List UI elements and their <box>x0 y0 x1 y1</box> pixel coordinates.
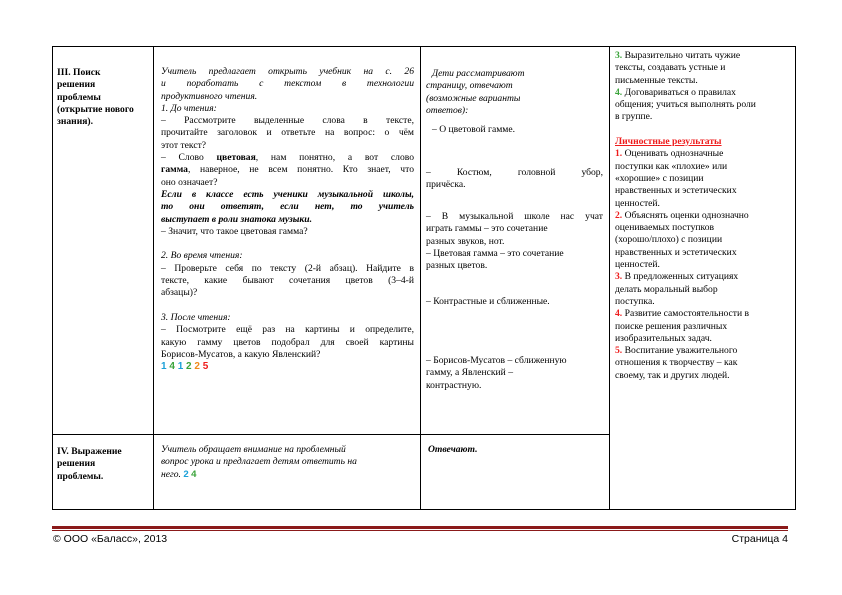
item-text: оцениваемых поступков <box>615 222 715 234</box>
item-text: нравственных и эстетических <box>615 246 737 258</box>
answer-line: – Борисов-Мусатов – сближенную <box>426 355 567 366</box>
teacher-intro-line: продуктивного чтения. <box>161 90 258 102</box>
uud-codes <box>161 361 414 373</box>
teacher-text-line: оно означает? <box>161 176 218 188</box>
item-number: 5. <box>615 345 623 357</box>
uud-code: 5 <box>202 361 209 373</box>
uud-item <box>615 50 791 62</box>
blank-line <box>161 300 414 312</box>
col-divider-3 <box>609 46 610 510</box>
stage-line: решения <box>57 79 96 91</box>
teacher-intro-line: Учитель предлагает открыть учебник на с. 26 <box>161 66 414 77</box>
item-number: 4. <box>615 308 623 320</box>
item-number: 3. <box>615 50 623 61</box>
teacher-intro-line: и поработать с текстом в технологии <box>161 78 414 90</box>
student-answer <box>426 355 603 392</box>
uud-item <box>615 345 791 357</box>
students-cell-iii <box>426 68 603 117</box>
personal-results-heading: Личностные результаты <box>615 136 722 148</box>
uud-code: 2 <box>186 361 192 373</box>
uud-item <box>615 308 791 320</box>
teacher-note-line: выступает в роли знатока музыки. <box>161 213 313 225</box>
teacher-text-line: прочитайте заголовок и ответьте на вопрос: о чём <box>161 127 414 139</box>
table-top-border <box>52 46 796 47</box>
footer-rule-thick <box>52 526 788 529</box>
table-right-border <box>795 46 796 510</box>
stage-line: решения <box>57 458 96 470</box>
item-text: изобразительных задач. <box>615 332 712 344</box>
students-intro-line: страницу, отвечают <box>426 80 513 92</box>
teacher-text-line: Борисов-Мусатов, а какую Явленский? <box>161 348 321 360</box>
teacher-cell-iii <box>161 66 414 373</box>
student-answer <box>426 296 603 308</box>
footer-page-number: Страница 4 <box>731 533 788 545</box>
teacher-text-line: – Рассмотрите выделенные слова в тексте, <box>161 115 414 127</box>
stage-line: (открытие нового <box>57 103 134 115</box>
teacher-text-line: абзацы)? <box>161 287 198 299</box>
item-text: тексты, создавать устные и <box>615 62 726 74</box>
item-text: отношения к творчеству – как <box>615 357 738 369</box>
teacher-text-line: какую гамму цветов подобрал для своей картины <box>161 336 414 348</box>
answer-line: – Цветовая гамма – это сочетание <box>426 247 564 259</box>
during-reading-title: 2. Во время чтения: <box>161 250 243 262</box>
uud-item <box>615 210 791 222</box>
teacher-note-line: Если в классе есть ученики музыкальной школы, <box>161 188 414 200</box>
answer-line: разных звуков, нот. <box>426 235 505 247</box>
row-divider <box>52 434 610 435</box>
teacher-text-line: тексте, какие бывают сочетания цветов (3–4-й <box>161 275 414 287</box>
footer-copyright: © ООО «Баласс», 2013 <box>53 533 168 545</box>
col-divider-1 <box>153 46 154 510</box>
answer-line: гамму, а Явленский – <box>426 367 513 379</box>
teacher-text-line <box>161 469 414 481</box>
item-text: (хорошо/плохо) с позиции <box>615 234 723 246</box>
answer-line: причёска. <box>426 179 466 191</box>
uud-item <box>615 148 791 160</box>
footer-rule-thin <box>52 530 788 531</box>
item-text: «хорошие» с позиции <box>615 172 704 184</box>
item-text: Объяснять оценки однозначно <box>624 209 749 221</box>
students-intro-line: Дети рассматривают <box>432 68 525 79</box>
student-answer <box>426 167 603 192</box>
teacher-text-line <box>161 164 414 176</box>
item-text: Оценивать однозначные <box>624 148 724 160</box>
item-number: 1. <box>615 148 623 160</box>
students-intro-line: ответов): <box>426 104 469 116</box>
teacher-text-line: Учитель обращает внимание на проблемный <box>161 444 346 455</box>
item-number: 3. <box>615 271 623 283</box>
stage-line: проблемы. <box>57 470 104 482</box>
text-part: – Слово <box>161 152 217 164</box>
answer-line: – Контрастные и сближенные. <box>426 296 550 307</box>
item-text: поиске решения различных <box>615 320 728 332</box>
item-text: Развитие самостоятельности в <box>624 308 750 320</box>
item-text: поступки как «плохие» или <box>615 160 728 172</box>
stage-cell-iv <box>57 446 149 483</box>
item-text: Выразительно читать чужие <box>624 50 741 61</box>
stage-line: знания). <box>57 116 94 128</box>
teacher-text-line: – Значит, что такое цветовая гамма? <box>161 225 308 237</box>
item-text: письменные тексты. <box>615 74 698 86</box>
uud-item <box>615 87 791 99</box>
answer-line: – В музыкальной школе нас учат <box>426 211 603 222</box>
item-text: общения; учиться выполнять роли <box>615 99 756 111</box>
col-divider-2 <box>420 46 421 510</box>
students-cell-iv <box>428 444 603 456</box>
item-text: делать моральный выбор <box>615 283 718 295</box>
item-text: В предложенных ситуациях <box>624 271 739 283</box>
item-text: Договариваться о правилах <box>624 86 736 98</box>
uud-code: 4 <box>191 468 197 480</box>
table-left-border <box>52 46 53 510</box>
highlighted-word: цветовая <box>216 152 256 164</box>
student-answer <box>432 124 603 136</box>
answer-line: – Костюм, головной убор, <box>426 167 603 178</box>
answer-line: разных цветов. <box>426 260 488 272</box>
teacher-cell-iv <box>161 444 414 481</box>
item-text: своему, так и других людей. <box>615 369 730 381</box>
blank-line <box>161 238 414 250</box>
highlighted-word: гамма <box>161 164 188 176</box>
text-part: него. <box>161 468 181 480</box>
uud-cell <box>615 50 791 382</box>
answer-line: контрастную. <box>426 379 482 391</box>
teacher-text-line: – Посмотрите ещё раз на картины и определите, <box>161 324 414 336</box>
teacher-text-line: – Проверьте себя по тексту (2-й абзац). Найдите в <box>161 262 414 274</box>
stage-cell-iii <box>57 67 149 128</box>
student-answer <box>426 211 603 272</box>
table-bottom-border <box>52 509 796 510</box>
answer-line: – О цветовой гамме. <box>432 124 516 135</box>
item-text: поступка. <box>615 295 655 307</box>
text-part: , наверное, не всем понятно. Кто знает, что <box>187 164 414 176</box>
after-reading-title: 3. После чтения: <box>161 311 231 323</box>
item-number: 2. <box>615 209 623 221</box>
before-reading-title: 1. До чтения: <box>161 102 217 114</box>
item-text: ценностей. <box>615 259 660 271</box>
teacher-note-line: то они ответят, если нет, то учитель <box>161 201 414 213</box>
uud-code: 1 <box>177 361 184 373</box>
uud-code: 2 <box>194 361 200 373</box>
item-text: нравственных и эстетических <box>615 185 737 197</box>
answer-line: Отвечают. <box>428 444 478 455</box>
answer-line: играть гаммы – это сочетание <box>426 223 548 235</box>
item-text: в группе. <box>615 111 653 123</box>
text-part: , нам понятно, а вот слово <box>255 152 415 164</box>
blank-line <box>615 124 791 136</box>
stage-line: проблемы <box>57 91 101 103</box>
item-text: Воспитание уважительного <box>624 345 738 357</box>
uud-code: 4 <box>169 361 175 373</box>
students-intro-line: (возможные варианты <box>426 92 521 104</box>
teacher-text-line: вопрос урока и предлагает детям ответить на <box>161 456 357 468</box>
stage-line: III. Поиск <box>57 67 101 78</box>
uud-item <box>615 271 791 283</box>
item-number: 4. <box>615 86 623 98</box>
teacher-text-line <box>161 152 414 164</box>
uud-code: 1 <box>161 361 167 373</box>
teacher-text-line: этот текст? <box>161 139 207 151</box>
item-text: ценностей. <box>615 197 660 209</box>
uud-code: 2 <box>183 468 189 480</box>
stage-line: IV. Выражение <box>57 446 122 457</box>
